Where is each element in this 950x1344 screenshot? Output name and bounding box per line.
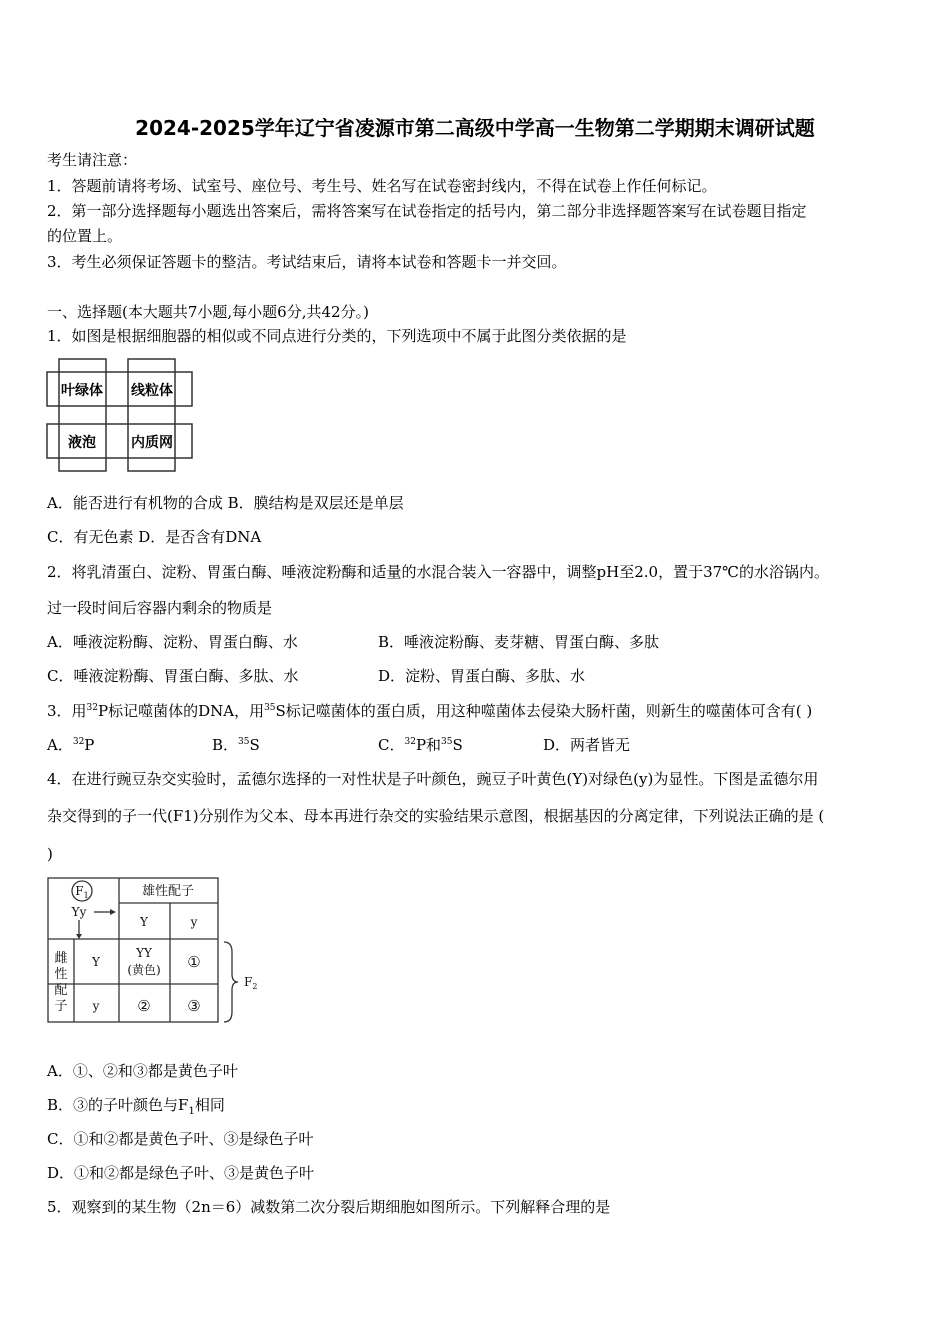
q3-option-b: B．$^{35}$S (212, 736, 260, 754)
q1-stem: 1．如图是根据细胞器的相似或不同点进行分类的，下列选项中不属于此图分类依据的是 (47, 327, 627, 345)
q3-option-d: D．两者皆无 (543, 736, 631, 754)
q4-stem-3: ) (47, 845, 53, 863)
q5-stem: 5．观察到的某生物（2n＝6）减数第二次分裂后期细胞如图所示。下列解释合理的是 (47, 1198, 611, 1216)
organelle-er: 内质网 (131, 435, 173, 451)
female-gamete-char-4: 子 (54, 999, 68, 1014)
f1-genotype: Yy (71, 905, 87, 919)
q2-option-c: C．唾液淀粉酶、胃蛋白酶、多肽、水 (47, 667, 299, 685)
q2-stem-1: 2．将乳清蛋白、淀粉、胃蛋白酶、唾液淀粉酶和适量的水混合装入一容器中，调整pH至2.0，置于37℃的水浴锅内。 (47, 563, 829, 581)
f2-label: $F_2$ (244, 975, 258, 991)
q3-stem: 3．用$^{32}$P标记噬菌体的DNA，用$^{35}$S标记噬菌体的蛋白质，用这种噬菌体去侵染大肠杆菌，则新生的噬菌体可含有( ) (47, 702, 813, 720)
organelle-chloroplast: 叶绿体 (61, 383, 103, 399)
male-gamete-y: y (190, 915, 198, 929)
q4-punnett-figure (46, 876, 256, 1028)
cell-2: ② (137, 997, 151, 1015)
page-title: 2024-2025学年辽宁省凌源市第二高级中学高一生物第二学期期末调研试题 (135, 116, 815, 140)
notice-item-2-cont: 的位置上。 (47, 227, 123, 245)
male-gamete-Y: Y (140, 915, 148, 929)
section-heading: 一、选择题(本大题共7小题,每小题6分,共42分。) (47, 303, 369, 321)
cell-YY-genotype: YY (136, 946, 152, 960)
q1-options-ab: A．能否进行有机物的合成 B．膜结构是双层还是单层 (47, 494, 404, 512)
q4-option-a: A．①、②和③都是黄色子叶 (47, 1062, 238, 1080)
female-gamete-char-2: 性 (54, 967, 68, 982)
notice-item-3: 3．考生必须保证答题卡的整洁。考试结束后，请将本试卷和答题卡一并交回。 (47, 253, 567, 271)
q3-option-a: A．$^{32}$P (47, 736, 95, 754)
female-gamete-Y: Y (92, 955, 100, 969)
q4-stem-2: 杂交得到的子一代(F1)分别作为父本、母本再进行杂交的实验结果示意图，根据基因的分离定律，下列说法正确的是 ( (47, 807, 825, 825)
female-gamete-char-1: 雌 (54, 951, 68, 966)
notice-heading: 考生请注意： (47, 151, 138, 169)
q1-organelle-figure (46, 357, 196, 473)
q2-stem-2: 过一段时间后容器内剩余的物质是 (47, 599, 273, 617)
notice-item-2: 2．第一部分选择题每小题选出答案后，需将答案写在试卷指定的括号内，第二部分非选择题答案写在试卷题目指定 (47, 202, 807, 220)
cell-1: ① (187, 953, 201, 971)
q2-option-a: A．唾液淀粉酶、淀粉、胃蛋白酶、水 (47, 633, 298, 651)
organelle-mitochondria: 线粒体 (131, 383, 173, 399)
cell-YY-phenotype: (黄色) (127, 963, 161, 977)
female-gamete-char-3: 配 (54, 983, 68, 998)
cell-3: ③ (187, 997, 201, 1015)
female-gamete-y: y (92, 999, 100, 1013)
q4-stem-1: 4．在进行豌豆杂交实验时，孟德尔选择的一对性状是子叶颜色，豌豆子叶黄色(Y)对绿色(y)为显性。下图是孟德尔用 (47, 770, 819, 788)
f1-label: $F_1$ (75, 884, 89, 900)
q1-options-cd: C．有无色素 D．是否含有DNA (47, 528, 262, 546)
q2-option-b: B．唾液淀粉酶、麦芽糖、胃蛋白酶、多肽 (378, 633, 660, 651)
organelle-vacuole: 液泡 (68, 435, 96, 451)
q4-option-d: D．①和②都是绿色子叶、③是黄色子叶 (47, 1164, 315, 1182)
q4-option-b: B．③的子叶颜色与$F_1$相同 (47, 1096, 225, 1117)
q3-option-c: C．$^{32}$P和$^{35}$S (378, 736, 463, 754)
male-gamete-header: 雄性配子 (141, 884, 195, 899)
q2-option-d: D．淀粉、胃蛋白酶、多肽、水 (378, 667, 586, 685)
notice-item-1: 1．答题前请将考场、试室号、座位号、考生号、姓名写在试卷密封线内，不得在试卷上作任何标记。 (47, 177, 717, 195)
q4-option-c: C．①和②都是黄色子叶、③是绿色子叶 (47, 1130, 314, 1148)
